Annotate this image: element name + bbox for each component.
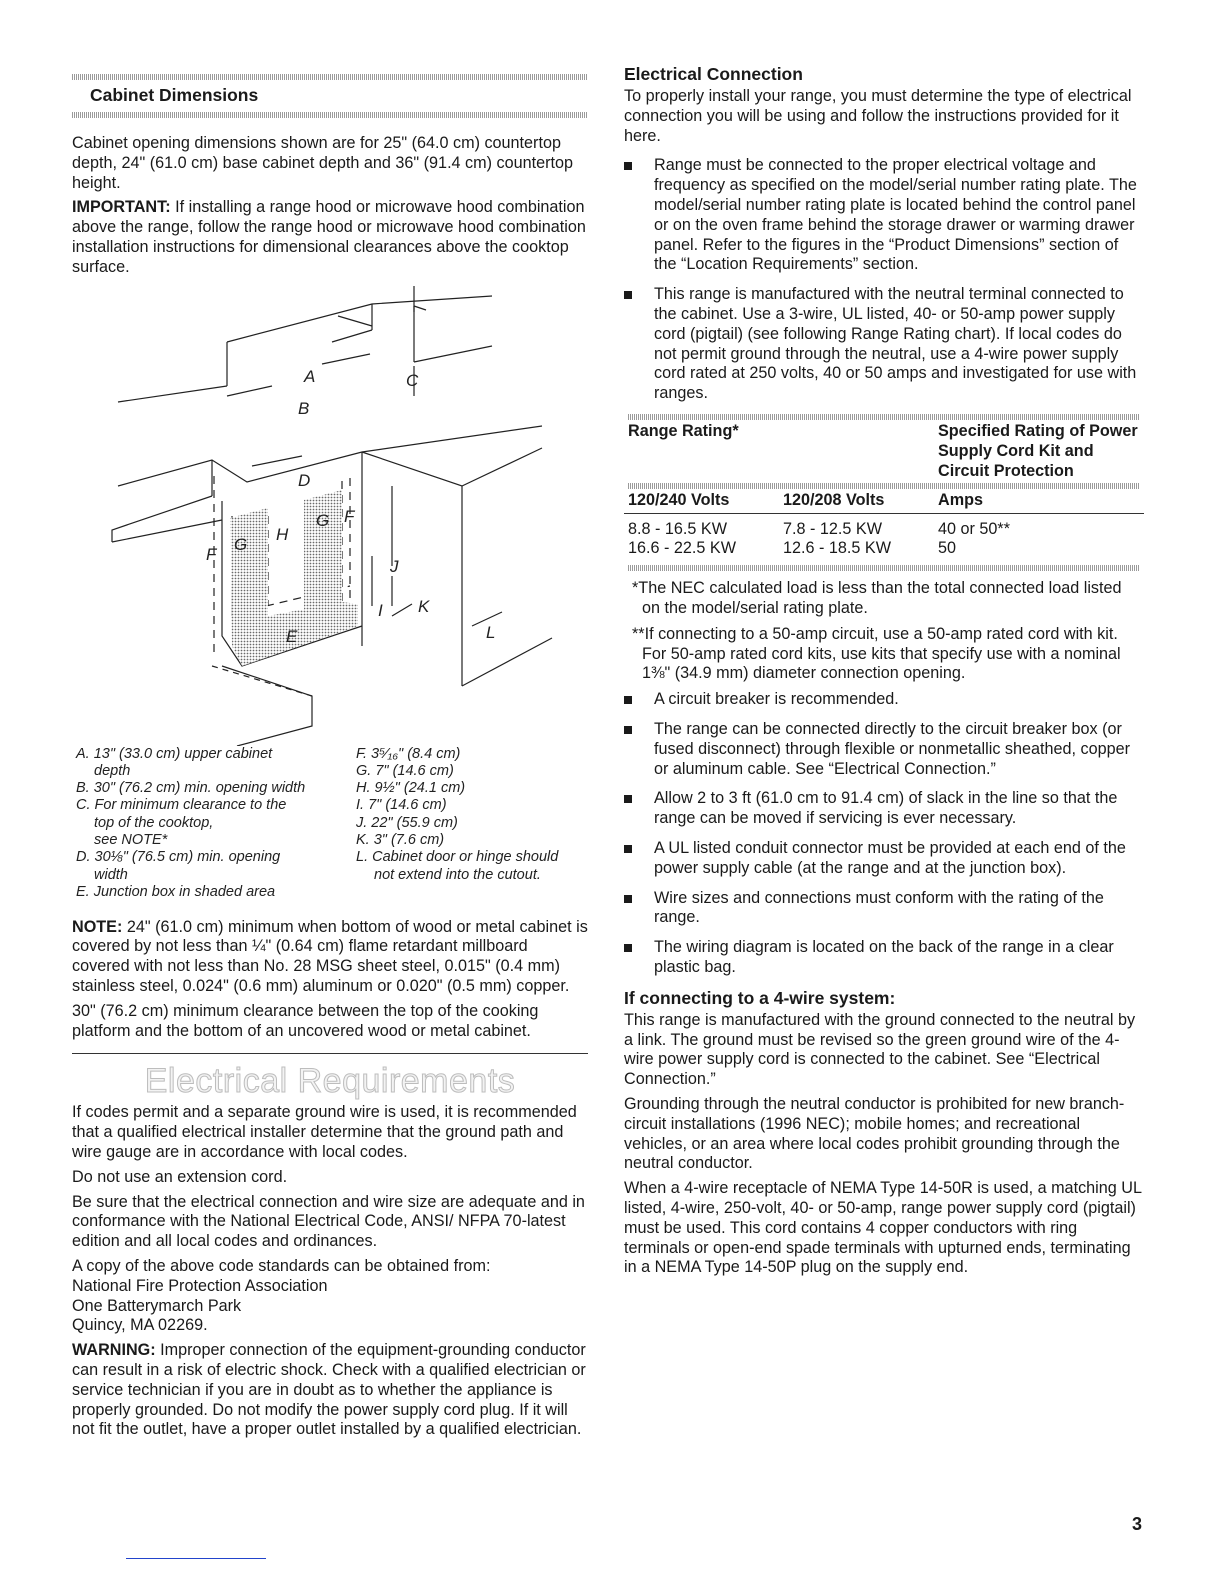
electrical-requirements-title: Electrical Requirements <box>144 1062 516 1101</box>
bullet-text: Wire sizes and connections must conform with the rating of the range. <box>654 888 1104 927</box>
label-H: H <box>276 524 289 544</box>
table-cell: 12.6 - 18.5 KW <box>783 539 891 558</box>
clearance-paragraph: 30" (76.2 cm) minimum clearance between the top of the cooking platform and the bottom of an uncovered wood or metal cabinet. <box>72 1001 539 1040</box>
page-number: 3 <box>1131 1514 1142 1534</box>
footnote-1: *The NEC calculated load is less than the total connected load listed on the model/serial rating plate. <box>632 579 1122 618</box>
column-header: 120/208 Volts <box>783 491 885 510</box>
label-B: B <box>298 398 310 418</box>
table-cell: 8.8 - 16.5 KW <box>628 519 727 538</box>
bullet-text: Range must be connected to the proper electrical voltage and frequency as specified on the model/serial number rating plate. The model/serial number rating plate is located behind the control panel or on the oven frame behind the storage drawer or warming drawer panel. Refer to the figures in the “Product Dimensions” section of the “Location Requirements” section. <box>654 156 1137 274</box>
cabinet-diagram-svg <box>72 286 588 746</box>
electrical-connection-heading: Electrical Connection <box>624 64 803 84</box>
table-cell: 7.8 - 12.5 KW <box>783 519 882 538</box>
important-label: IMPORTANT: <box>72 198 171 217</box>
legend-item: J. 22" (55.9 cm) <box>356 814 458 831</box>
address-line: A copy of the above code standards can be obtained from: <box>72 1256 491 1275</box>
left-column <box>72 62 588 1445</box>
list-item <box>624 285 1144 404</box>
list-item <box>624 839 1144 879</box>
legend-col-1 <box>76 746 336 902</box>
table-head-range-rating: Range Rating* <box>628 421 739 440</box>
note-text: 24" (61.0 cm) minimum when bottom of wood or metal cabinet is covered by not less than ¼" (0.64 cm) flame retardant millboard covered with not less than No. 28 MSG sheet steel, 0.015" (0.4 mm) stainless steel, 0.024" (0.6 mm) aluminum or 0.020" (0.5 mm) copper. <box>72 917 588 995</box>
cabinet-diagram <box>72 286 588 746</box>
elec-paragraph-3: Be sure that the electrical connection and wire size are adequate and in conformance with the National Electrical Code, ANSI/ NFPA 70-latest edition and all local codes and ordinances. <box>72 1192 585 1251</box>
bullet-square-icon <box>624 944 632 952</box>
bullet-square-icon <box>624 726 632 734</box>
legend-item: top of the cooktop, <box>94 814 214 831</box>
bullet-text: The wiring diagram is located on the back of the range in a clear plastic bag. <box>654 938 1114 976</box>
label-A: A <box>304 366 316 386</box>
bullet-text: A UL listed conduit connector must be provided at each end of the power supply cable (at the range and at the junction box). <box>654 839 1126 877</box>
bullet-text: A circuit breaker is recommended. <box>654 690 899 709</box>
dotted-rule <box>72 74 588 80</box>
label-C: C <box>406 370 419 390</box>
list-item <box>624 156 1144 275</box>
dotted-rule <box>628 565 1140 571</box>
list-item <box>624 889 1144 929</box>
table-cell: 50 <box>938 539 957 558</box>
legend-item: G. 7" (14.6 cm) <box>356 762 454 779</box>
label-F-left: F <box>206 544 217 564</box>
table-row <box>624 539 1144 559</box>
legend-item: width <box>94 866 128 883</box>
list-item <box>624 720 1144 779</box>
legend-item: L. Cabinet door or hinge should <box>356 849 559 866</box>
legend-item: C. For minimum clearance to the <box>76 797 287 814</box>
table-head-specified-rating: Specified Rating of Power Supply Cord Kit and Circuit Protection <box>938 421 1138 480</box>
bullet-square-icon <box>624 162 632 170</box>
connection-intro: To properly install your range, you must determine the type of electrical connection you will be using and follow the instructions provided for it here. <box>624 87 1132 145</box>
table-row <box>624 520 1144 540</box>
label-L: L <box>486 622 496 642</box>
bullet-text: This range is manufactured with the neutral terminal connected to the cabinet. Use a 3-wire, UL listed, 40- or 50-amp power supply cord (pigtail) (see following Range Rating chart). If local codes do not permit ground through the neutral, use a 4-wire power supply cord rated at 250 volts, 40 or 50 amps and investigated for use with ranges. <box>654 285 1137 403</box>
four-wire-paragraph-3: When a 4-wire receptacle of NEMA Type 14-50R is used, a matching UL listed, 4-wire, 250-volt, 40- or 50-amp, range power supply cord (pigtail) must be used. This cord contains 4 copper conductors with ring terminals or open-end spade terminals with upturned ends, terminating in a NEMA Type 14-50P plug on the supply end. <box>624 1179 1142 1277</box>
column-header: Amps <box>938 491 983 510</box>
legend-item: A. 13" (33.0 cm) upper cabinet <box>76 745 273 762</box>
bullet-square-icon <box>624 895 632 903</box>
elec-paragraph-2: Do not use an extension cord. <box>72 1167 288 1186</box>
four-wire-heading: If connecting to a 4-wire system: <box>624 987 896 1008</box>
legend-item: depth <box>94 762 131 779</box>
legend-item: B. 30" (76.2 cm) min. opening width <box>76 780 306 797</box>
table-cell: 40 or 50** <box>938 519 1010 538</box>
label-J: J <box>390 556 399 576</box>
bullet-text: The range can be connected directly to the circuit breaker box (or fused disconnect) through flexible or nonmetallic sheathed, copper or aluminum cable. See “Electrical Connection.” <box>654 720 1131 778</box>
elec-address-block <box>72 1257 588 1336</box>
table-cell: 16.6 - 22.5 KW <box>628 539 736 558</box>
warning-paragraph <box>72 1341 588 1440</box>
legend-item: see NOTE* <box>94 832 168 849</box>
address-line: One Batterymarch Park <box>72 1296 242 1315</box>
warning-label: WARNING: <box>72 1341 156 1360</box>
address-line: Quincy, MA 02269. <box>72 1316 208 1335</box>
list-item <box>624 789 1144 829</box>
elec-paragraph-1: If codes permit and a separate ground wire is used, it is recommended that a qualified electrical installer determine that the ground path and wire gauge are in accordance with local codes. <box>72 1103 577 1161</box>
label-G-right: G <box>316 510 330 530</box>
bullet-text: Allow 2 to 3 ft (61.0 cm to 91.4 cm) of slack in the line so that the range can be moved if servicing is ever necessary. <box>654 789 1118 828</box>
important-paragraph <box>72 198 588 277</box>
footer-line <box>126 1558 266 1559</box>
label-I: I <box>378 600 383 620</box>
legend-item: K. 3" (7.6 cm) <box>356 832 445 849</box>
legend-item: F. 3⁵⁄₁₆" (8.4 cm) <box>356 745 461 762</box>
legend-item: H. 9½" (24.1 cm) <box>356 780 466 797</box>
column-header: 120/240 Volts <box>628 491 730 510</box>
dotted-rule <box>72 112 588 118</box>
note-label: NOTE: <box>72 917 123 936</box>
warning-text: Improper connection of the equipment-grounding conductor can result in a risk of electric shock. Check with a qualified electrician or service technician if you are in doubt as to whether the appliance is properly grounded. Do not modify the power supply cord plug. If it will not fit the outlet, have a proper outlet installed by a qualified electrician. <box>72 1341 586 1439</box>
bullet-square-icon <box>624 696 632 704</box>
diagram-legend <box>72 746 588 914</box>
label-D: D <box>298 470 311 490</box>
bullet-square-icon <box>624 795 632 803</box>
legend-item: not extend into the cutout. <box>374 866 541 883</box>
cabinet-intro: Cabinet opening dimensions shown are for 25" (64.0 cm) countertop depth, 24" (61.0 cm) base cabinet depth and 36" (91.4 cm) countertop height. <box>72 134 574 192</box>
list-item <box>624 690 1144 710</box>
label-E: E <box>286 626 298 646</box>
important-text: If installing a range hood or microwave hood combination above the range, follow the range hood or microwave hood combination installation instructions for dimensional clearances above the cooktop surface. <box>72 198 586 276</box>
four-wire-paragraph-2: Grounding through the neutral conductor is prohibited for new branch-circuit installations (1996 NEC); mobile homes; and recreational vehicles, or an area where local codes prohibit grounding through the neutral conductor. <box>624 1094 1125 1173</box>
legend-col-2 <box>356 746 596 884</box>
section-divider <box>72 1053 588 1054</box>
four-wire-paragraph-1: This range is manufactured with the ground connected to the neutral by a link. The ground must be revised so the green ground wire of the 4-wire power supply cord is connected to the cabinet. See “Electrical Connection.” <box>624 1010 1136 1089</box>
note-paragraph <box>72 918 588 997</box>
breaker-bullets <box>624 690 1144 978</box>
legend-item: D. 30⅛" (76.5 cm) min. opening <box>76 849 281 866</box>
label-F-right: F <box>344 506 355 526</box>
legend-item: E. Junction box in shaded area <box>76 883 276 900</box>
cabinet-dimensions-heading: Cabinet Dimensions <box>90 85 259 105</box>
right-column <box>624 62 1144 1283</box>
footnote-2: **If connecting to a 50-amp circuit, use a 50-amp rated cord with kit. For 50-amp rated cord kits, use kits that specify use with a nominal 1⅜" (34.9 mm) diameter connection opening. <box>632 624 1121 683</box>
bullet-square-icon <box>624 291 632 299</box>
connection-bullets <box>624 156 1144 404</box>
legend-item: I. 7" (14.6 cm) <box>356 797 447 814</box>
label-G-left: G <box>234 534 248 554</box>
address-line: National Fire Protection Association <box>72 1276 328 1295</box>
range-rating-table <box>624 414 1144 571</box>
bullet-square-icon <box>624 845 632 853</box>
list-item <box>624 938 1144 978</box>
label-K: K <box>418 596 430 616</box>
